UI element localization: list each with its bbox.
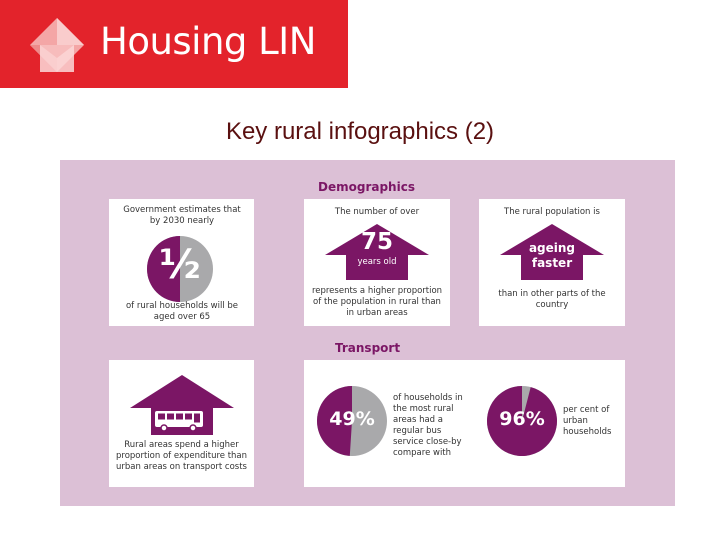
card-top-text: The number of over	[334, 207, 420, 217]
age-unit: years old	[357, 257, 397, 267]
logo-bar	[0, 0, 348, 88]
transport-card-bus-service	[304, 360, 625, 487]
card-top-text: Government estimates that by 2030 nearly	[123, 205, 241, 226]
demographics-card-ageing	[479, 199, 625, 326]
infographic-panel	[60, 160, 675, 506]
page-title: Key rural infographics (2)	[225, 118, 495, 145]
house-logo-icon	[28, 16, 86, 74]
transport-card-bus	[109, 360, 254, 487]
card-bottom-text: represents a higher proportion of the population in rural than in urban areas	[311, 286, 443, 318]
ageing-value: ageing faster	[528, 241, 576, 270]
stat-label-96: per cent of urban households	[563, 405, 612, 437]
card-bottom-text: of rural households will be aged over 65	[125, 301, 238, 322]
age-value: 75	[360, 229, 393, 255]
stat-label-49: of households in the most rural areas had a regular bus service close-by compare with	[393, 393, 463, 458]
card-bottom-text: Rural areas spend a higher proportion of expenditure than urban areas on transport costs	[115, 440, 248, 472]
bus-icon	[129, 374, 235, 436]
half-value: ½	[159, 242, 201, 288]
card-bottom-text: than in other parts of the country	[498, 289, 606, 310]
demographics-card-half	[109, 199, 254, 326]
demographics-card-75	[304, 199, 450, 326]
logo-text: Housing LIN	[100, 20, 316, 63]
transport-heading: Transport	[335, 341, 401, 355]
stat-value-49: 49%	[329, 408, 375, 430]
stat-value-96: 96%	[499, 408, 545, 430]
card-top-text: The rural population is	[504, 207, 600, 217]
demographics-heading: Demographics	[318, 180, 415, 194]
